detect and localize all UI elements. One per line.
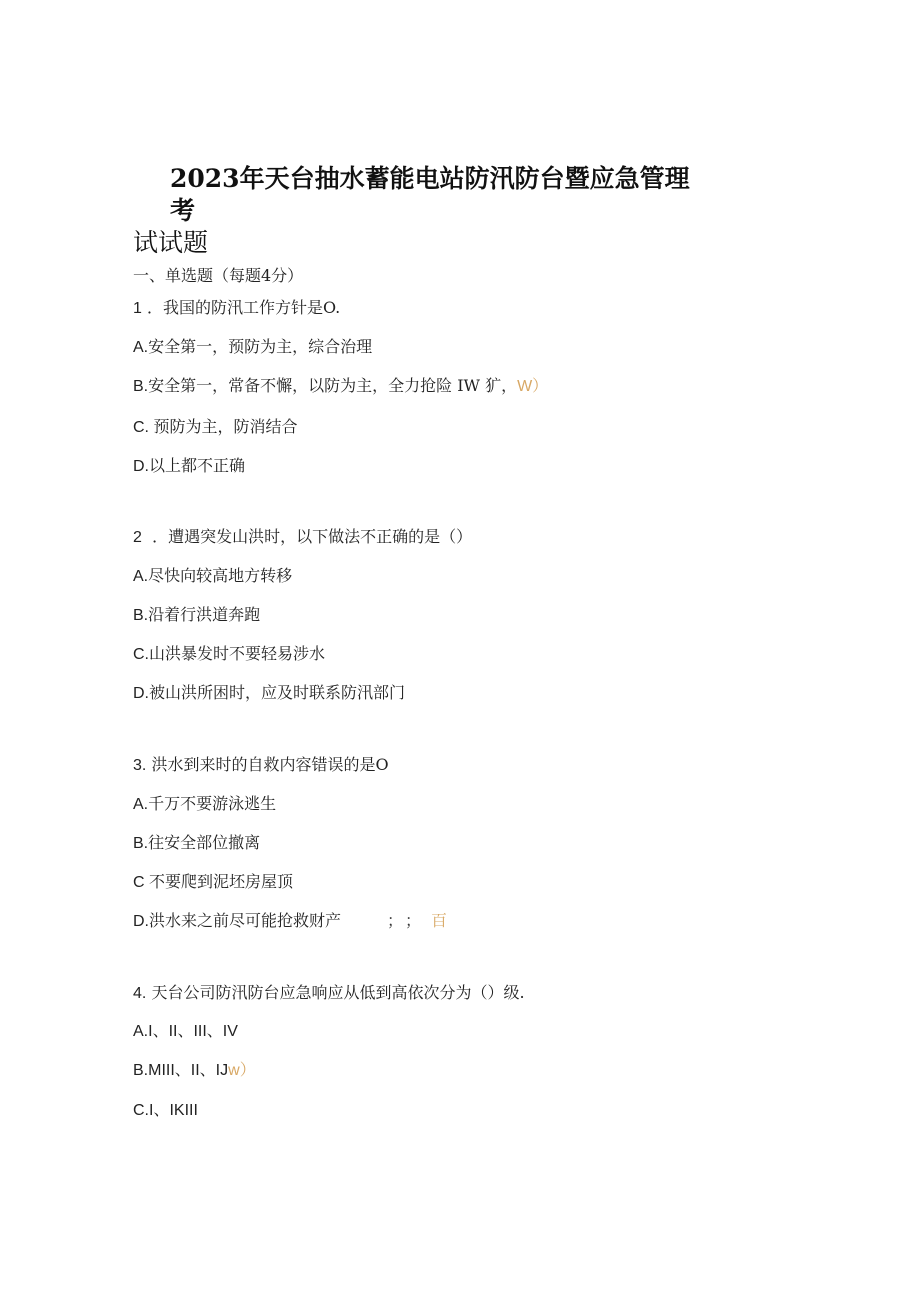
question-number: 4. bbox=[133, 985, 147, 1002]
question-4-option-c bbox=[133, 1101, 198, 1121]
question-3-option-a bbox=[133, 794, 276, 815]
option-label: D. bbox=[133, 913, 149, 930]
question-text: ．我国的防汛工作方针是O. bbox=[147, 298, 341, 317]
scan-artifact-text: w） bbox=[228, 1062, 256, 1079]
question-3-option-b bbox=[133, 833, 260, 854]
question-text: 洪水到来时的自救内容错误的是O bbox=[151, 755, 389, 774]
option-label: A. bbox=[133, 796, 149, 813]
question-2-option-a bbox=[133, 566, 292, 587]
option-label: D. bbox=[133, 458, 149, 475]
scan-artifact-text: 百 bbox=[431, 911, 448, 930]
option-text: I、IKIII bbox=[149, 1102, 198, 1119]
option-label: C. bbox=[133, 1102, 149, 1119]
option-label: A. bbox=[133, 339, 149, 356]
option-text: 安全第一，预防为主，综合治理 bbox=[148, 337, 373, 356]
question-2-option-d bbox=[133, 683, 405, 704]
option-label: B. bbox=[133, 1062, 149, 1079]
option-label: A. bbox=[133, 568, 149, 585]
option-label: C. bbox=[133, 419, 154, 436]
question-4-prompt bbox=[133, 983, 525, 1004]
option-label: B. bbox=[133, 378, 149, 395]
question-number: 2 bbox=[133, 529, 142, 546]
question-2-option-c bbox=[133, 644, 325, 665]
question-4-option-a bbox=[133, 1022, 238, 1042]
option-text: 千万不要游泳逃生 bbox=[148, 794, 277, 813]
option-text: 预防为主，防消结合 bbox=[153, 417, 298, 436]
document-title bbox=[133, 163, 693, 259]
option-text: 往安全部位撤离 bbox=[148, 833, 261, 852]
option-text: 山洪暴发时不要轻易涉水 bbox=[149, 644, 326, 663]
option-text: 被山洪所困时，应及时联系防汛部门 bbox=[149, 683, 406, 702]
question-2-prompt bbox=[133, 527, 472, 548]
scan-artifact-text: W） bbox=[517, 378, 549, 395]
option-label: C. bbox=[133, 646, 149, 663]
question-2-option-b bbox=[133, 605, 260, 626]
option-text: 沿着行洪道奔跑 bbox=[148, 605, 261, 624]
option-text: 洪水来之前尽可能抢救财产 bbox=[149, 911, 342, 930]
option-label: D. bbox=[133, 685, 149, 702]
option-text: 尽快向较高地方转移 bbox=[148, 566, 293, 585]
question-number: 3. bbox=[133, 757, 147, 774]
option-label: B. bbox=[133, 835, 149, 852]
question-1-option-c bbox=[133, 417, 297, 438]
option-text: MIII、II、IJ bbox=[148, 1062, 229, 1079]
question-3-option-d bbox=[133, 911, 447, 932]
question-1-prompt bbox=[133, 298, 340, 319]
option-text: I、II、III、IV bbox=[148, 1023, 238, 1040]
question-4-option-b bbox=[133, 1061, 256, 1081]
option-text: 不要爬到泥坯房屋顶 bbox=[149, 872, 294, 891]
question-3-option-c bbox=[133, 872, 293, 893]
option-text: 以上都不正确 bbox=[149, 456, 246, 475]
section-heading: 一、单选题（每题4分） bbox=[133, 266, 304, 285]
option-label: A. bbox=[133, 1023, 149, 1040]
question-1-option-b bbox=[133, 376, 548, 397]
question-1-option-d bbox=[133, 456, 245, 477]
option-label: B. bbox=[133, 607, 149, 624]
question-3-prompt bbox=[133, 755, 389, 776]
question-text: ．遭遇突发山洪时，以下做法不正确的是（） bbox=[152, 527, 473, 546]
scan-artifact-mark: ； bbox=[405, 913, 422, 930]
option-label: C bbox=[133, 874, 149, 891]
scan-artifact-mark: ； bbox=[387, 913, 396, 930]
option-text: 安全第一，常备不懈，以防为主，全力抢险 IW 犷， bbox=[148, 376, 518, 395]
question-text: 天台公司防汛防台应急响应从低到高依次分为（）级. bbox=[151, 983, 525, 1002]
title-line-1: 2023年天台抽水蓄能电站防汛防台暨应急管理考 bbox=[170, 164, 690, 225]
question-1-option-a bbox=[133, 337, 372, 358]
question-number: 1 bbox=[133, 300, 142, 317]
title-line-2: 试试题 bbox=[133, 228, 209, 257]
